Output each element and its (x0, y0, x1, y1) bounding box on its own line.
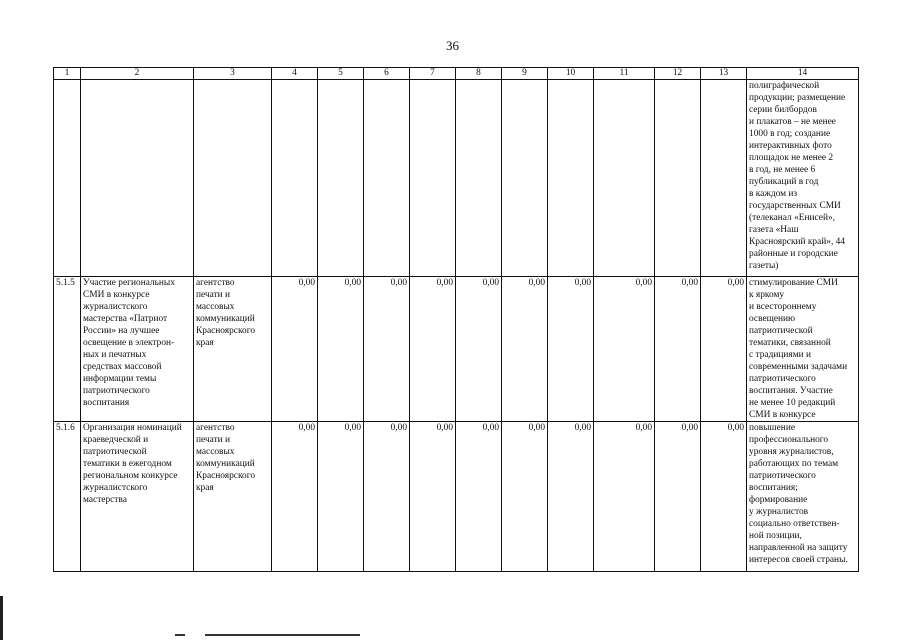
text-line: журналистского (83, 483, 148, 493)
text-line: тематики, связанной (749, 338, 831, 348)
activity-name (81, 277, 194, 422)
text-line: полиграфической (749, 81, 820, 91)
column-number: 2 (81, 68, 194, 80)
text-line: стимулирование СМИ (749, 278, 838, 288)
text-line: площадок не менее 2 (749, 153, 834, 163)
column-number: 9 (502, 68, 548, 80)
text-line: патриотического (749, 471, 816, 481)
text-line: работающих по темам (749, 459, 839, 469)
text-line: СМИ в конкурсе (83, 290, 150, 300)
column-number: 8 (456, 68, 502, 80)
expected-result (747, 277, 859, 422)
text-line: средствах массовой (83, 362, 162, 372)
column-number: 5 (318, 68, 364, 80)
text-line: формирование (749, 495, 808, 505)
value-cell: 0,00 (655, 277, 701, 422)
value-cell: 0,00 (364, 277, 410, 422)
text-line: серии билбордов (749, 105, 817, 115)
text-line: 1000 в год; создание (749, 129, 831, 139)
column-number: 3 (194, 68, 272, 80)
text-line: воспитания; (749, 483, 798, 493)
text-line: продукции; размещение (749, 93, 846, 103)
value-cell: 0,00 (318, 422, 364, 572)
text-line: информации темы (83, 374, 157, 384)
value-cell: 0,00 (364, 422, 410, 572)
text-line: региональном конкурсе (83, 471, 178, 481)
value-cell: 0,00 (548, 422, 594, 572)
text-line: (телеканал «Енисей», (749, 213, 836, 223)
activity-name (81, 422, 194, 572)
text-line: интересов своей страны. (749, 555, 848, 565)
text-line: к яркому (749, 290, 785, 300)
value-cell: 0,00 (272, 277, 318, 422)
value-cell: 0,00 (410, 277, 456, 422)
text-line: коммуникаций (196, 314, 255, 324)
text-line: освещение в электрон- (83, 338, 175, 348)
column-number: 7 (410, 68, 456, 80)
value-cell: 0,00 (318, 277, 364, 422)
scan-edge-mark (0, 596, 3, 640)
scan-bottom-mark (205, 634, 360, 636)
text-line: коммуникаций (196, 459, 255, 469)
text-line: патриотического (749, 374, 816, 384)
text-line: современными задачами (749, 362, 848, 372)
scan-bottom-mark (175, 634, 185, 636)
text-line: публикаций в год (749, 177, 819, 187)
table-row (54, 277, 859, 422)
text-line: Организация номинаций (83, 423, 182, 433)
text-line: и всестороннему (749, 302, 817, 312)
value-cell: 0,00 (594, 277, 655, 422)
text-line: патриотической (749, 326, 813, 336)
text-line: Красноярского (196, 471, 256, 481)
column-number: 6 (364, 68, 410, 80)
text-line: Участие региональных (83, 278, 175, 288)
text-line: Красноярского (196, 326, 256, 336)
continued-result-cell (747, 80, 859, 277)
text-line: печати и (196, 290, 231, 300)
text-line: газета «Наш (749, 225, 799, 235)
text-line: у журналистов (749, 507, 809, 517)
text-line: не менее 10 редакций (749, 398, 836, 408)
text-line: районные и городские (749, 249, 838, 259)
value-cell: 0,00 (548, 277, 594, 422)
column-number: 11 (594, 68, 655, 80)
text-line: патриотической (83, 447, 147, 457)
text-line: мастерства (83, 495, 127, 505)
text-line: интерактивных фото (749, 141, 832, 151)
text-line: края (196, 483, 214, 493)
text-line: печати и (196, 435, 231, 445)
value-cell: 0,00 (456, 422, 502, 572)
row-code: 5.1.5 (54, 277, 81, 422)
text-line: газеты) (749, 261, 779, 271)
text-line: ной позиции, (749, 531, 802, 541)
program-activities-table (53, 67, 859, 572)
text-line: России» на лучшее (83, 326, 160, 336)
value-cell: 0,00 (272, 422, 318, 572)
text-line: и плакатов – не менее (749, 117, 836, 127)
text-line: воспитания. Участие (749, 386, 833, 396)
value-cell: 0,00 (410, 422, 456, 572)
text-line: края (196, 338, 214, 348)
row-code: 5.1.6 (54, 422, 81, 572)
text-line: освещению (749, 314, 796, 324)
value-cell: 0,00 (655, 422, 701, 572)
page-number: 36 (446, 38, 459, 53)
text-line: в каждом из (749, 189, 798, 199)
text-line: агентство (196, 423, 235, 433)
column-number: 13 (701, 68, 747, 80)
text-line: в год, не менее 6 (749, 165, 816, 175)
value-cell: 0,00 (502, 277, 548, 422)
text-line: СМИ в конкурсе (749, 410, 816, 420)
expected-result (747, 422, 859, 572)
text-line: воспитания (83, 398, 130, 408)
text-line: Красноярский край», 44 (749, 237, 846, 247)
text-line: уровня журналистов, (749, 447, 834, 457)
text-line: профессионального (749, 435, 829, 445)
text-line: направленной на защиту (749, 543, 848, 553)
column-number: 14 (747, 68, 859, 80)
text-line: государственных СМИ (749, 201, 841, 211)
text-line: патриотического (83, 386, 150, 396)
column-number: 1 (54, 68, 81, 80)
executor (194, 277, 272, 422)
value-cell: 0,00 (502, 422, 548, 572)
text-line: краеведческой и (83, 435, 149, 445)
executor (194, 422, 272, 572)
column-number: 12 (655, 68, 701, 80)
text-line: ных и печатных (83, 350, 147, 360)
text-line: повышение (749, 423, 796, 433)
value-cell: 0,00 (594, 422, 655, 572)
value-cell: 0,00 (701, 422, 747, 572)
column-number: 10 (548, 68, 594, 80)
text-line: тематики в ежегодном (83, 459, 172, 469)
text-line: агентство (196, 278, 235, 288)
column-number: 4 (272, 68, 318, 80)
value-cell: 0,00 (456, 277, 502, 422)
continued-row (54, 80, 859, 277)
text-line: социально ответствен- (749, 519, 840, 529)
table-row (54, 422, 859, 572)
value-cell: 0,00 (701, 277, 747, 422)
column-number-row (54, 68, 859, 80)
text-line: с традициями и (749, 350, 812, 360)
text-line: мастерства «Патриот (83, 314, 168, 324)
text-line: журналистского (83, 302, 148, 312)
text-line: массовых (196, 447, 235, 457)
text-line: массовых (196, 302, 235, 312)
